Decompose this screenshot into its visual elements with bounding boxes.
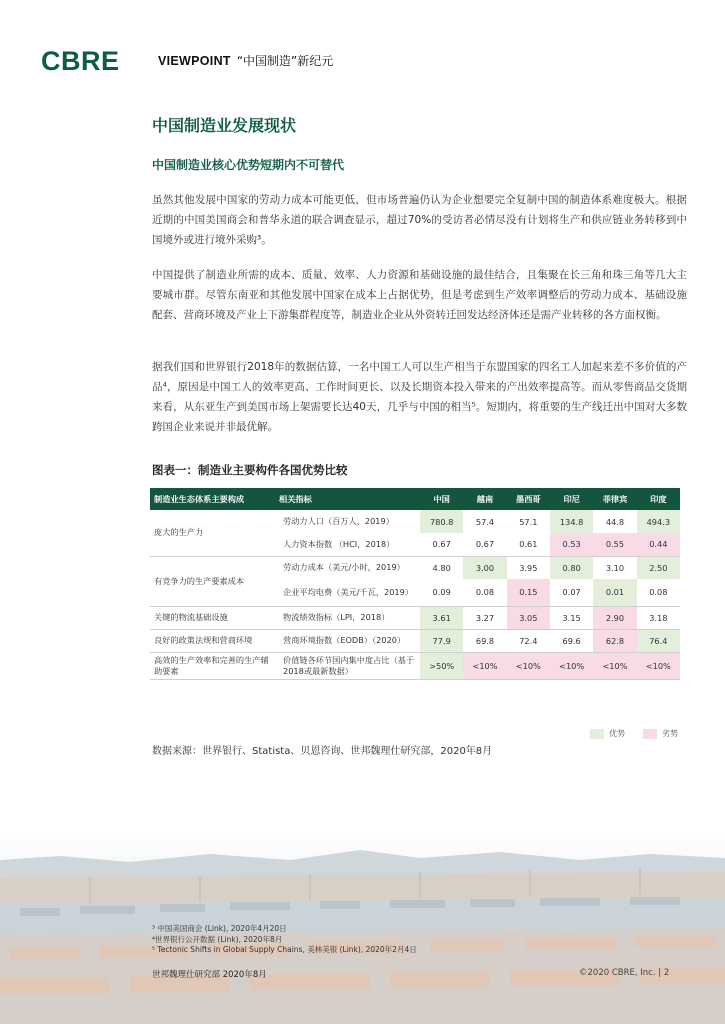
value-cell: 62.8 <box>593 629 636 652</box>
legend-advantage-swatch <box>590 729 604 739</box>
value-cell: 0.09 <box>420 579 463 606</box>
value-cell: 76.4 <box>637 629 680 652</box>
value-cell: 0.08 <box>637 579 680 606</box>
value-cell: 77.9 <box>420 629 463 652</box>
footer-publisher: 世邦魏理仕研究部 2020年8月 <box>152 970 267 980</box>
value-cell: 4.80 <box>432 562 451 573</box>
paragraph-1: 虽然其他发展中国家的劳动力成本可能更低，但市场普遍仍认为企业想要完全复制中国的制造体系难度极大。根据近期的中国美国商会和普华永道的联合调查显示，超过70%的受访者必情尽没有计划将生产和供应链业务转移到中国境外或进行境外采购³。 <box>152 194 687 246</box>
value-cell: 780.8 <box>420 510 463 533</box>
footnotes <box>152 924 417 956</box>
footnote-5: ⁵ Tectonic Shifts in Global Supply Chains, 美林美银 (Link), 2020年2月4日 <box>152 945 417 954</box>
value-cell: 0.07 <box>550 579 593 606</box>
value-cell: <10% <box>463 652 506 679</box>
value-cell: 0.67 <box>420 533 463 556</box>
value-cell: <10% <box>550 652 593 679</box>
comparison-table <box>150 488 680 680</box>
section-subtitle: 中国制造业核心优势短期内不可替代 <box>152 158 345 172</box>
indicator-cell: 营商环境指数（EODB）（2020） <box>275 629 420 652</box>
value-cell: <10% <box>637 652 680 679</box>
value-cell: 0.15 <box>507 579 550 606</box>
header-china: 中国 <box>420 488 463 510</box>
indicator-cell: 企业平均电费（美元/千瓦，2019） <box>275 579 420 606</box>
header-philippines: 菲律宾 <box>593 488 636 510</box>
table-header-row <box>150 488 680 510</box>
value-cell: 57.4 <box>475 516 495 527</box>
legend-disadvantage <box>643 728 678 739</box>
value-cell: 0.53 <box>550 533 593 556</box>
value-cell: 72.4 <box>507 629 550 652</box>
indicator-cell: 劳动力人口（百万人，2019） <box>283 516 394 526</box>
header-vietnam: 越南 <box>463 488 506 510</box>
header-indicator: 相关指标 <box>275 488 420 510</box>
value-cell: 3.05 <box>507 606 550 629</box>
value-cell: <10% <box>507 652 550 679</box>
category-cell: 庞大的生产力 <box>150 510 275 556</box>
table-row <box>150 629 680 652</box>
indicator-cell: 人力资本指数 （HCI，2018） <box>275 533 420 556</box>
header-indonesia: 印尼 <box>550 488 593 510</box>
value-cell: 0.08 <box>463 579 506 606</box>
category-cell: 良好的政策法规和营商环境 <box>150 629 275 652</box>
figure-source: 数据来源：世界银行、Statista、贝恩咨询、世邦魏理仕研究部，2020年8月 <box>152 746 493 757</box>
indicator-cell: 劳动力成本（美元/小时，2019） <box>283 562 405 573</box>
value-cell: 44.8 <box>605 516 625 527</box>
header-india: 印度 <box>637 488 680 510</box>
footnote-3: ³ 中国美国商会 (Link), 2020年4月20日 <box>152 924 287 933</box>
header-mexico: 墨西哥 <box>507 488 550 510</box>
value-cell: 0.44 <box>637 533 680 556</box>
category-cell: 高效的生产效率和完善的生产辅助要素 <box>150 652 275 679</box>
table-row <box>150 652 680 679</box>
value-cell: 69.6 <box>550 629 593 652</box>
category-cell: 关键的物流基础设施 <box>150 606 275 629</box>
legend-advantage <box>590 728 625 739</box>
viewpoint-label: VIEWPOINT <box>158 54 231 68</box>
table-row <box>150 606 680 629</box>
footnote-4: ⁴世界银行公开数据 (Link), 2020年8月 <box>152 934 283 944</box>
table-row <box>150 510 680 533</box>
legend-disadvantage-swatch <box>643 729 657 739</box>
value-cell: 2.50 <box>637 556 680 579</box>
series-title: “中国制造”新纪元 <box>236 54 334 68</box>
value-cell: 57.1 <box>519 516 538 527</box>
value-cell: 69.8 <box>463 629 506 652</box>
indicator-cell: 物流绩效指标（LPI，2018） <box>275 606 420 629</box>
legend-advantage-label: 优势 <box>609 729 625 738</box>
value-cell: 0.67 <box>463 533 506 556</box>
value-cell: 3.15 <box>550 606 593 629</box>
header-component: 制造业生态体系主要构成 <box>150 488 275 510</box>
section-title: 中国制造业发展现状 <box>152 116 297 135</box>
value-cell: 3.10 <box>605 562 625 573</box>
value-cell: 0.61 <box>507 533 550 556</box>
value-cell: 3.27 <box>463 606 506 629</box>
value-cell: 0.01 <box>593 579 636 606</box>
value-cell: 3.00 <box>463 556 506 579</box>
value-cell: 3.18 <box>637 606 680 629</box>
legend-disadvantage-label: 劣势 <box>662 729 678 738</box>
value-cell: 0.55 <box>593 533 636 556</box>
table-row <box>150 556 680 579</box>
value-cell: <10% <box>593 652 636 679</box>
cbre-logo: CBRE <box>41 46 120 76</box>
paragraph-3: 据我们国和世界银行2018年的数据估算，一名中国工人可以生产相当于东盟国家的四名工人加起来差不多价值的产品⁴，原因是中国工人的效率更高、工作时间更长、以及长期资本投入带来的产出效率提高等。而从零售商品交货期来看，从东亚生产到美国市场上架需要长达40天，几乎与中国的相当⁵。短期内，将重要的生产线迁出中国对大多数跨国企业来说并非最优解。 <box>152 361 687 433</box>
paragraph-2: 中国提供了制造业所需的成本、质量、效率、人力资源和基础设施的最佳结合，且集聚在长三角和珠三角等几大主要城市群。尽管东南亚和其他发展中国家在成本上占据优势，但是考虑到生产效率调整后的劳动力成本、基础设施配套、营商环境及产业上下游集群程度等，制造业企业从外资转迁回发达经济体还是需产业转移的各方面权衡。 <box>152 269 687 321</box>
figure-title: 图表一：制造业主要构件各国优势比较 <box>152 463 348 477</box>
report-series-header <box>158 52 333 69</box>
value-cell: >50% <box>420 652 463 679</box>
indicator-cell: 价值链各环节国内集中度占比（基于2018或最新数据） <box>275 652 420 679</box>
category-cell: 有竞争力的生产要素成本 <box>150 556 275 606</box>
value-cell: 3.95 <box>519 562 538 573</box>
value-cell: 0.80 <box>550 556 593 579</box>
value-cell: 2.90 <box>593 606 636 629</box>
footer-copyright-page: ©2020 CBRE, Inc. | 2 <box>579 968 670 978</box>
value-cell: 3.61 <box>420 606 463 629</box>
value-cell: 494.3 <box>637 510 680 533</box>
value-cell: 134.8 <box>550 510 593 533</box>
